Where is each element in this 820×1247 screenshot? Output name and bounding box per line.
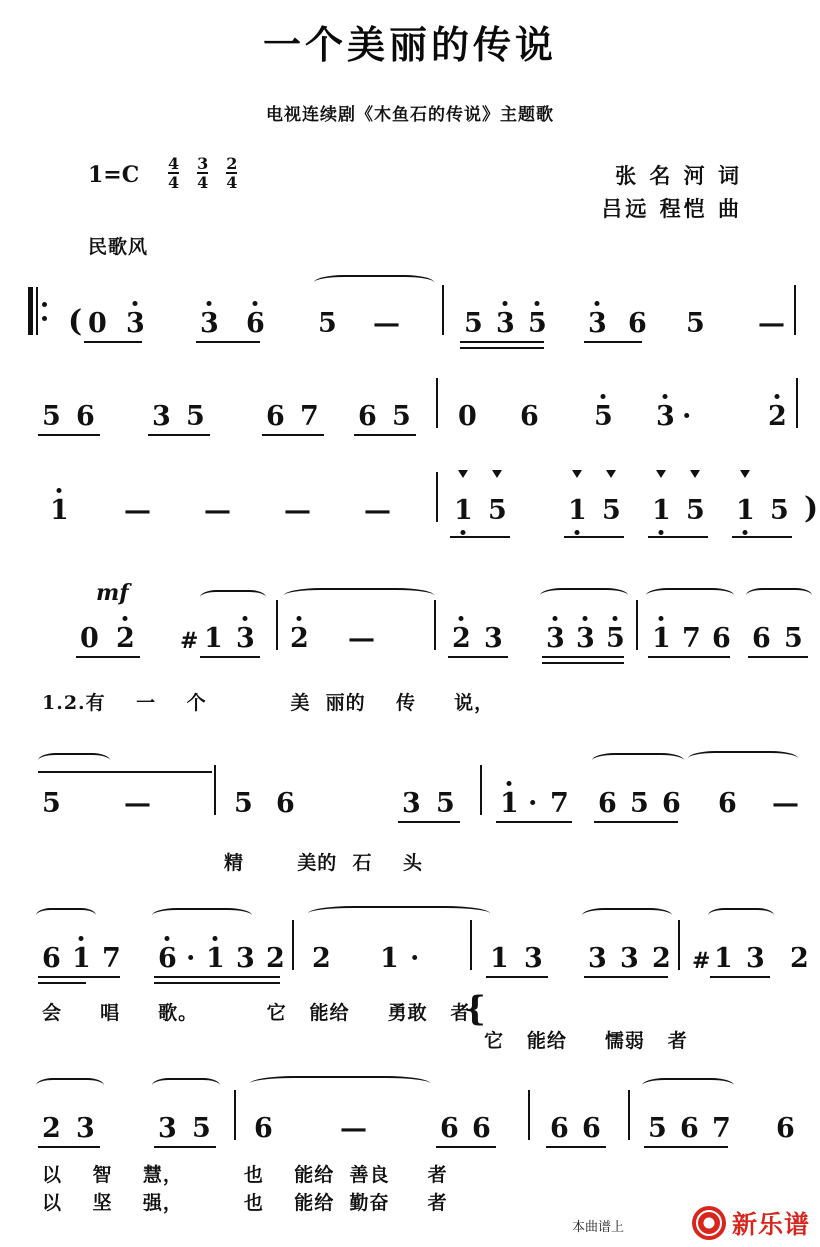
lyric-text-verse1: 会 唱 歌。 它 能给 勇敢 者 bbox=[42, 1002, 471, 1024]
subtitle: 电视连续剧《木鱼石的传说》主题歌 bbox=[266, 105, 554, 125]
staccato-wedge bbox=[656, 470, 666, 478]
note: 5 bbox=[42, 401, 61, 432]
note: 6 bbox=[712, 623, 731, 654]
note: 1 bbox=[204, 623, 223, 654]
slur bbox=[284, 588, 434, 603]
note: 2 bbox=[790, 943, 809, 974]
notation-row-6 bbox=[28, 920, 809, 974]
note: 5 bbox=[630, 788, 649, 819]
brand-name: 新乐谱 bbox=[731, 1210, 810, 1239]
note: 3 bbox=[152, 401, 171, 432]
note: 6 bbox=[776, 1113, 795, 1144]
note: 5 bbox=[686, 308, 705, 339]
note: 1 bbox=[736, 497, 755, 524]
music-system-5 bbox=[28, 765, 799, 839]
note: 6 bbox=[254, 1113, 273, 1144]
note: 2 bbox=[290, 625, 309, 652]
style-marking: 民歌风 bbox=[88, 236, 149, 258]
note: 6 bbox=[472, 1113, 491, 1144]
slur bbox=[250, 1076, 430, 1091]
barline bbox=[794, 285, 796, 335]
note: 5 bbox=[606, 625, 625, 652]
staccato-wedge bbox=[572, 470, 582, 478]
note: 3 bbox=[588, 943, 607, 974]
staccato-wedge bbox=[690, 470, 700, 478]
barline bbox=[678, 920, 680, 970]
slur bbox=[646, 588, 734, 603]
barline bbox=[436, 378, 438, 428]
staccato-wedge bbox=[458, 470, 468, 478]
note: 2 bbox=[116, 625, 135, 652]
note: 3 bbox=[126, 310, 145, 337]
note-dash: — bbox=[124, 495, 151, 526]
slur bbox=[152, 908, 252, 923]
staccato-wedge bbox=[606, 470, 616, 478]
note: 5 bbox=[192, 1113, 211, 1144]
note: 5 bbox=[234, 788, 253, 819]
note: 1 bbox=[490, 943, 509, 974]
note: 6 bbox=[680, 1113, 699, 1144]
note: 7 bbox=[300, 401, 319, 432]
note: 0 bbox=[458, 401, 477, 432]
note: 6 bbox=[158, 945, 177, 972]
lyric-text-verse1: 以 智 慧， 也 能给 善良 者 bbox=[42, 1164, 448, 1186]
slur bbox=[36, 908, 96, 923]
time-signatures bbox=[168, 156, 237, 192]
note-dash: — bbox=[340, 1113, 367, 1144]
note: 1 bbox=[206, 945, 225, 972]
staccato-wedge bbox=[740, 470, 750, 478]
note: 5 bbox=[648, 1113, 667, 1144]
note-dash: — bbox=[284, 495, 311, 526]
note: 5 bbox=[488, 495, 507, 526]
note: 1 bbox=[500, 790, 519, 817]
slur bbox=[746, 588, 812, 603]
slur bbox=[642, 1078, 734, 1093]
note: 3 bbox=[236, 625, 255, 652]
note: 2 bbox=[266, 943, 285, 974]
lyric-text: 精 美的 石 头 bbox=[224, 852, 423, 874]
slur bbox=[38, 753, 110, 768]
note: 1 bbox=[652, 497, 671, 524]
note: 2 bbox=[652, 943, 671, 974]
slur bbox=[308, 906, 490, 921]
slur bbox=[200, 590, 266, 605]
note-dash: — bbox=[204, 495, 231, 526]
note: 6 bbox=[582, 1113, 601, 1144]
note: 5 bbox=[528, 310, 547, 337]
note: 5 bbox=[464, 308, 483, 339]
note: 3 bbox=[620, 943, 639, 974]
music-system-2 bbox=[28, 378, 796, 452]
footer-note: 本曲谱上 bbox=[571, 1220, 624, 1235]
phrase-paren-open: ( bbox=[68, 304, 83, 339]
note-dot: · bbox=[410, 943, 420, 974]
composer: 吕远 程恺 曲 bbox=[601, 195, 742, 221]
note: 3 bbox=[200, 310, 219, 337]
music-system-7 bbox=[28, 1090, 796, 1164]
note: 6 bbox=[718, 788, 737, 819]
note: 6 bbox=[550, 1113, 569, 1144]
note: 3 bbox=[484, 623, 503, 654]
dynamic-mf: mf bbox=[96, 580, 129, 606]
staccato-wedge bbox=[492, 470, 502, 478]
note: 7 bbox=[550, 788, 569, 819]
phrase-paren-close: ) bbox=[804, 491, 819, 526]
note: 3 bbox=[524, 943, 543, 974]
note: 6 bbox=[662, 788, 681, 819]
slur bbox=[36, 1078, 104, 1093]
note: 3 bbox=[656, 403, 675, 430]
barline bbox=[292, 920, 294, 970]
note: 5 bbox=[784, 623, 803, 654]
barline bbox=[234, 1090, 236, 1140]
music-system-3 bbox=[28, 472, 819, 546]
barline bbox=[528, 1090, 530, 1140]
notation-row-4 bbox=[28, 600, 803, 654]
note: 0 bbox=[80, 623, 99, 654]
note: 6 bbox=[246, 310, 265, 337]
music-system-1 bbox=[28, 285, 796, 359]
note: 3 bbox=[576, 625, 595, 652]
barline bbox=[276, 600, 278, 650]
note-dash: — bbox=[364, 495, 391, 526]
note: 2 bbox=[42, 1113, 61, 1144]
note: 2 bbox=[768, 403, 787, 430]
barline bbox=[434, 600, 436, 650]
barline bbox=[470, 920, 472, 970]
note: 5 bbox=[436, 788, 455, 819]
note: 6 bbox=[598, 788, 617, 819]
note: 0 bbox=[88, 308, 107, 339]
time-signature-2: $\frac{3}{4}$ bbox=[197, 154, 209, 193]
note: 3 bbox=[746, 943, 765, 974]
note-dot: · bbox=[528, 788, 538, 819]
note: 5 bbox=[392, 401, 411, 432]
note-dash: — bbox=[373, 308, 400, 339]
note: 7 bbox=[102, 943, 121, 974]
note: 6 bbox=[276, 788, 295, 819]
note: 1 bbox=[568, 497, 587, 524]
note: 6 bbox=[76, 401, 95, 432]
key-signature: 1=C bbox=[88, 162, 140, 188]
note: 2 bbox=[452, 625, 471, 652]
barline bbox=[480, 765, 482, 815]
notation-row-3 bbox=[28, 472, 819, 526]
slur bbox=[708, 908, 774, 923]
note-dot: · bbox=[682, 401, 692, 432]
notation-row-5 bbox=[28, 765, 799, 819]
note: 5 bbox=[602, 495, 621, 526]
note: 6 bbox=[266, 401, 285, 432]
time-signature-3: $\frac{2}{4}$ bbox=[226, 154, 238, 193]
slur bbox=[540, 588, 628, 603]
barline bbox=[442, 285, 444, 335]
note-dash: — bbox=[772, 788, 799, 819]
note: 5 bbox=[186, 401, 205, 432]
page-title: 一个美丽的传说 bbox=[262, 22, 557, 67]
note: 5 bbox=[42, 788, 61, 819]
repeat-start-sign bbox=[28, 287, 40, 335]
note: 7 bbox=[712, 1113, 731, 1144]
note: 3 bbox=[158, 1113, 177, 1144]
slur bbox=[592, 753, 684, 768]
note: 5 bbox=[770, 495, 789, 526]
note-dash: — bbox=[124, 788, 151, 819]
lyric-text: 1.2.有 一 个 美 丽的 传 说， bbox=[42, 692, 495, 714]
note: 1 bbox=[652, 625, 671, 652]
barline bbox=[436, 472, 438, 522]
accidental-sharp: # bbox=[692, 948, 711, 974]
slur bbox=[582, 908, 672, 923]
note: 1 bbox=[380, 943, 399, 974]
lyricist: 张 名 河 词 bbox=[615, 163, 742, 188]
note: 6 bbox=[440, 1113, 459, 1144]
note: 1 bbox=[714, 943, 733, 974]
music-system-6 bbox=[28, 920, 809, 994]
note: 1 bbox=[454, 497, 473, 524]
verse-brace: { bbox=[464, 989, 487, 1029]
note: 7 bbox=[682, 623, 701, 654]
note: 3 bbox=[496, 310, 515, 337]
note: 5 bbox=[686, 495, 705, 526]
note: 6 bbox=[520, 401, 539, 432]
time-signature-1: $\frac{4}{4}$ bbox=[168, 154, 180, 193]
lyric-text-verse2: 它 能给 懦弱 者 bbox=[484, 1030, 688, 1052]
barline bbox=[628, 1090, 630, 1140]
note: 5 bbox=[594, 403, 613, 430]
note: 6 bbox=[42, 943, 61, 974]
vinyl-disc-icon bbox=[692, 1206, 726, 1240]
lyric-text-verse2: 以 坚 强， 也 能给 勤奋 者 bbox=[42, 1192, 448, 1214]
note-dash: — bbox=[758, 308, 785, 339]
music-system-4 bbox=[28, 600, 803, 674]
note: 3 bbox=[402, 788, 421, 819]
note: 6 bbox=[752, 623, 771, 654]
note: 3 bbox=[588, 310, 607, 337]
note: 3 bbox=[546, 625, 565, 652]
note: 2 bbox=[312, 943, 331, 974]
note: 1 bbox=[72, 945, 91, 972]
note: 1 bbox=[50, 497, 69, 524]
accidental-sharp: # bbox=[180, 628, 199, 654]
note-dot: · bbox=[186, 943, 196, 974]
notation-row-2 bbox=[28, 378, 796, 430]
slur bbox=[688, 751, 798, 766]
note: 3 bbox=[236, 943, 255, 974]
slur bbox=[314, 275, 434, 290]
notation-row-7 bbox=[28, 1090, 796, 1142]
credits bbox=[601, 160, 742, 225]
note: 5 bbox=[318, 308, 337, 339]
barline bbox=[796, 378, 798, 428]
note: 6 bbox=[358, 401, 377, 432]
slur bbox=[152, 1078, 220, 1093]
site-logo[interactable] bbox=[692, 1205, 810, 1241]
barline bbox=[636, 600, 638, 650]
barline bbox=[214, 765, 216, 815]
note: 3 bbox=[76, 1113, 95, 1144]
note-dash: — bbox=[348, 623, 375, 654]
note: 6 bbox=[628, 308, 647, 339]
notation-row-1 bbox=[28, 285, 796, 337]
